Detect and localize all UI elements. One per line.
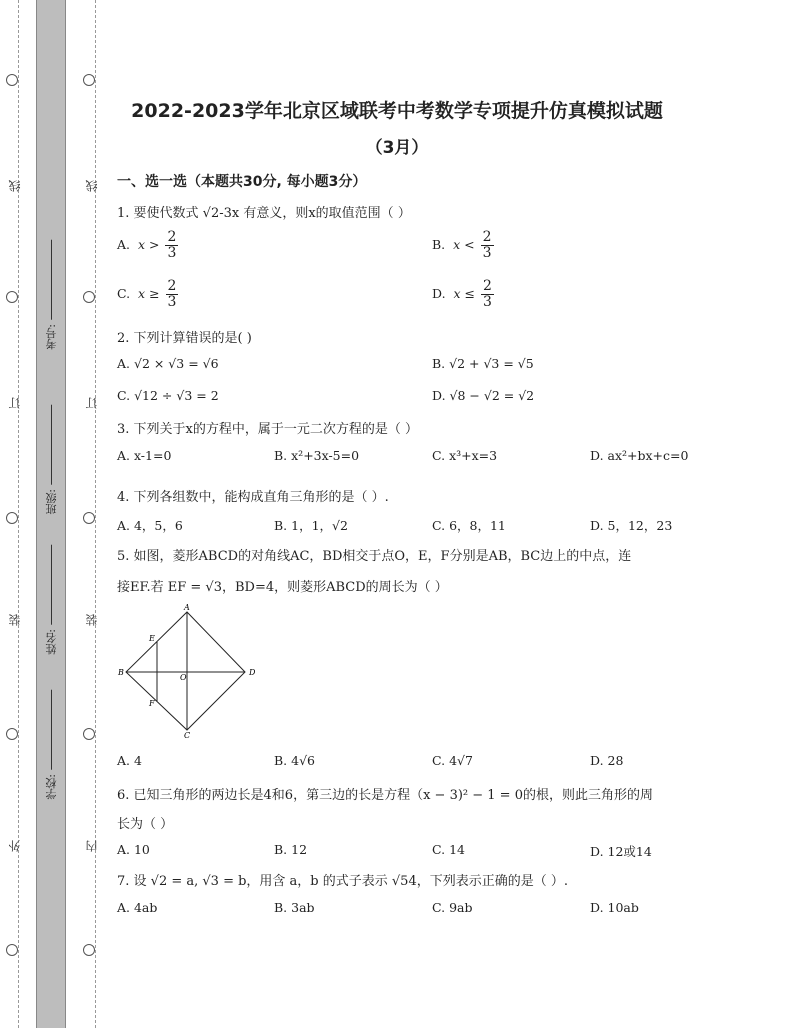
question-5-stem-line1: 5. 如图，菱形ABCD的对角线AC，BD相交于点O，E，F分别是AB，BC边上的中点，连 — [117, 549, 632, 564]
figure-label-o: O — [180, 673, 187, 682]
figure-label-b: B — [118, 668, 124, 677]
exam-number-field[interactable]: 考号: — [44, 240, 60, 350]
question-1-option-d: D. x ≤ $\frac{2}{3}$ — [432, 278, 492, 310]
gutter-label-zhuang: 装 — [85, 614, 99, 626]
gutter-label-wai: 外 — [8, 840, 22, 852]
page-subtitle: （3月） — [365, 138, 429, 158]
question-6-option-a: A. 10 — [117, 842, 150, 857]
binding-hole — [83, 728, 95, 740]
question-1-stem: 1. 要使代数式 √2-3x 有意义，则x的取值范围（ ） — [117, 206, 411, 221]
question-4-stem: 4. 下列各组数中，能构成直角三角形的是（ ）. — [117, 490, 389, 505]
question-1-option-b: B. x < $\frac{2}{3}$ — [432, 229, 492, 261]
question-2-option-b: B. √2 + √3 = √5 — [432, 356, 534, 371]
question-5-option-b: B. 4√6 — [274, 753, 316, 768]
question-5-option-c: C. 4√7 — [432, 753, 473, 768]
school-field[interactable]: 学校: — [44, 690, 60, 800]
question-3-option-b: B. x²+3x-5=0 — [274, 448, 360, 463]
question-6-option-c: C. 14 — [432, 842, 465, 857]
question-6-option-d: D. 12或14 — [590, 844, 652, 859]
question-5-option-a: A. 4 — [117, 753, 142, 768]
question-6-stem-line1: 6. 已知三角形的两边长是4和6，第三边的长是方程（x − 3)² − 1 = 0的根，则此三角形的周 — [117, 788, 653, 803]
page-title: 2022-2023学年北京区域联考中考数学专项提升仿真模拟试题 — [131, 100, 663, 122]
question-4-option-d: D. 5，12，23 — [590, 518, 673, 533]
binding-hole — [6, 291, 18, 303]
question-7-option-a: A. 4ab — [117, 900, 158, 915]
figure-label-f: F — [149, 699, 155, 708]
question-1-option-c: C. x ≥ $\frac{2}{3}$ — [117, 278, 177, 310]
question-4-option-b: B. 1，1，√2 — [274, 518, 348, 533]
question-6-option-b: B. 12 — [274, 842, 308, 857]
class-field[interactable]: 班级: — [44, 405, 60, 515]
question-7-option-b: B. 3ab — [274, 900, 315, 915]
binding-hole — [83, 291, 95, 303]
question-3-stem: 3. 下列关于x的方程中，属于一元二次方程的是（ ） — [117, 422, 418, 437]
section-heading: 一、选一选（本题共30分, 每小题3分） — [117, 174, 367, 190]
gutter-label-ding: 订 — [85, 397, 99, 409]
binding-hole — [83, 74, 95, 86]
question-7-option-c: C. 9ab — [432, 900, 473, 915]
gutter-label-xian: 线 — [85, 180, 99, 192]
binding-hole — [83, 944, 95, 956]
rhombus-figure — [112, 600, 262, 740]
question-5-option-d: D. 28 — [590, 753, 624, 768]
question-2-stem: 2. 下列计算错误的是( ) — [117, 331, 252, 346]
question-1-option-a: A. x > $\frac{2}{3}$ — [117, 229, 177, 261]
binding-hole — [6, 728, 18, 740]
question-3-option-d: D. ax²+bx+c=0 — [590, 448, 689, 463]
question-4-option-c: C. 6，8，11 — [432, 518, 506, 533]
gutter-label-ding: 订 — [8, 397, 22, 409]
figure-label-d: D — [249, 668, 256, 677]
gutter-label-nei: 内 — [85, 840, 99, 852]
question-7-option-d: D. 10ab — [590, 900, 639, 915]
figure-label-c: C — [184, 731, 191, 740]
binding-hole — [6, 944, 18, 956]
binding-hole — [6, 74, 18, 86]
name-field[interactable]: 姓名: — [44, 545, 60, 655]
question-3-option-a: A. x-1=0 — [117, 448, 172, 463]
binding-hole — [83, 512, 95, 524]
question-3-option-c: C. x³+x=3 — [432, 448, 498, 463]
question-6-stem-line2: 长为（ ） — [117, 817, 174, 832]
figure-label-a: A — [184, 603, 190, 612]
question-2-option-a: A. √2 × √3 = √6 — [117, 356, 219, 371]
gutter-label-xian: 线 — [8, 180, 22, 192]
gutter-label-zhuang: 装 — [8, 614, 22, 626]
question-5-stem-line2: 接EF.若 EF = √3，BD=4，则菱形ABCD的周长为（ ） — [117, 580, 448, 595]
figure-label-e: E — [149, 634, 155, 643]
question-4-option-a: A. 4，5，6 — [117, 518, 183, 533]
question-7-stem: 7. 设 √2 = a, √3 = b，用含 a，b 的式子表示 √54，下列表示正确的是（ ）. — [117, 874, 568, 889]
binding-hole — [6, 512, 18, 524]
question-2-option-c: C. √12 ÷ √3 = 2 — [117, 388, 219, 403]
question-2-option-d: D. √8 − √2 = √2 — [432, 388, 535, 403]
